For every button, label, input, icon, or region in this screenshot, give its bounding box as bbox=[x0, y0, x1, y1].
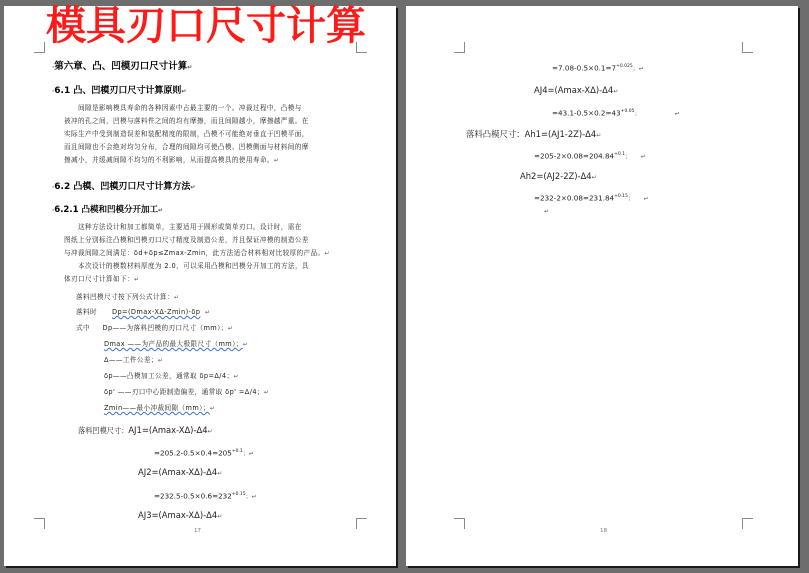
legend-where: 式中 Dp——为落料凹模的刃口尺寸（mm）；↵ bbox=[76, 324, 234, 332]
die-size-result-2: $=232.5-0.5\times 0.6=232^{+0.15}$；↵ bbox=[154, 491, 257, 501]
crop-mark-top-left bbox=[454, 42, 465, 53]
die-size-formula-3: AJ3=(Amax-XΔ)-Δ4↵ bbox=[138, 510, 223, 520]
die-size-formula-2: AJ2=(Amax-XΔ)-Δ4↵ bbox=[138, 467, 223, 477]
punch-size-formula-2: Ah2=(AJ2-2Z)-Δ4↵ bbox=[520, 171, 597, 181]
die-size-result-4: $=43.1-0.5\times 0.2=43^{+0.05}$； ↵ bbox=[552, 108, 680, 118]
die-size-result-3: $=7.08-0.5\times 0.1=7^{+0.025}$；↵ bbox=[552, 63, 644, 73]
punch-size-formula-1: 落料凸模尺寸：Ah1=(AJ1-2Z)-Δ4↵ bbox=[466, 129, 602, 139]
legend-zmin: Zmin——最小冲裁间隙（mm）；↵ bbox=[104, 404, 216, 412]
formula-intro: 落料凹模尺寸按下列公式计算：↵ bbox=[76, 293, 180, 301]
crop-mark-bottom-left bbox=[454, 518, 465, 529]
page-18 bbox=[406, 6, 798, 566]
overlay-title: 模具刃口尺寸计算 bbox=[46, 2, 366, 49]
die-size-result-1: $=205.2-0.5\times 0.4=205^{+0.1}$；↵ bbox=[154, 448, 254, 458]
crop-mark-top-right bbox=[742, 42, 753, 53]
crop-mark-bottom-left bbox=[34, 518, 45, 529]
legend-dp-tolerance: δp——凸模加工公差，通常取 δp=Δ/4；↵ bbox=[104, 372, 239, 380]
paragraph-line: 实际生产中受到制造误差和装配精度的限制，凸模不可能绝对垂直于凹模平面， bbox=[64, 130, 309, 138]
paragraph-line: 图纸上分别标注凸模和凹模刃口尺寸精度及制造公差，并且保证冲模的制造公差 bbox=[64, 236, 309, 244]
paragraph-line: 而且间隙也不会绝对均匀分布，合理的间隙均可使凸模、凹模侧面与材料间的摩 bbox=[64, 143, 309, 151]
formula-blank-line: 落料时 Dp=(Dmax-XΔ-Zmin)-δp ↵ bbox=[76, 308, 211, 316]
legend-delta: Δ——工件公差；↵ bbox=[104, 356, 164, 364]
punch-size-result-2: $=232-2\times 0.08=231.84^{+0.15}$； ↵ bbox=[534, 193, 649, 203]
paragraph-line: 擦减小，并缓减间隙不均匀的不利影响，从而提高模具的使用寿命。↵ bbox=[64, 156, 280, 164]
paragraph-line: 间隙是影响模具寿命的各种因素中占最主要的一个。冲裁过程中，凸模与 bbox=[64, 104, 302, 112]
section-heading-6-2-1: ·6.2.1 凸模和凹模分开加工↵ bbox=[52, 205, 163, 215]
section-heading-6-1: ·6.1 凸、凹模刃口尺寸计算原则↵ bbox=[52, 86, 187, 96]
page-number: 17 bbox=[194, 528, 201, 534]
legend-dp-center: δp' ——刃口中心距制造偏差，通常取 δp' =Δ/4；↵ bbox=[104, 388, 270, 396]
die-size-formula-4: AJ4=(Amax-XΔ)-Δ4↵ bbox=[534, 85, 619, 95]
page-17 bbox=[4, 6, 396, 566]
crop-mark-bottom-right bbox=[742, 518, 753, 529]
section-heading-6-2: ·6.2 凸模、凹模刃口尺寸计算方法↵ bbox=[52, 182, 196, 192]
paragraph-line: 本次设计的模数材料厚度为 2.0，可以采用凸模和凹模分开加工的方法，具 bbox=[64, 262, 309, 270]
paragraph-line: 与冲裁间隙之间满足：δd+δp≤Zmax-Zmin，此方法适合材料相对比较厚的产品。↵ bbox=[64, 249, 330, 257]
chapter-heading: ·第六章、凸、凹模刃口尺寸计算↵ bbox=[52, 61, 193, 72]
die-size-formula-1: 落料凹模尺寸：AJ1=(Amax-XΔ)-Δ4↵ bbox=[78, 425, 213, 435]
paragraph-line: 这种方法设计和加工都简单，主要适用于圆形或简单刃口。设计时，需在 bbox=[64, 223, 302, 231]
page-number: 18 bbox=[600, 528, 607, 534]
crop-mark-top-left bbox=[34, 42, 45, 53]
crop-mark-bottom-right bbox=[356, 518, 367, 529]
punch-size-result-1: $=205-2\times 0.08=204.84^{+0.1}$； ↵ bbox=[534, 151, 646, 161]
legend-dmax: Dmax ——为产品的最大极限尺寸（mm）；↵ bbox=[104, 340, 249, 348]
paragraph-line: 被冲的孔之间，凹模与落料件之间的均有摩擦，而且间隙越小，摩擦越严重。在 bbox=[64, 117, 309, 125]
empty-paragraph: ↵ bbox=[544, 208, 550, 215]
paragraph-line: 体刃口尺寸计算如下：↵ bbox=[64, 275, 140, 283]
